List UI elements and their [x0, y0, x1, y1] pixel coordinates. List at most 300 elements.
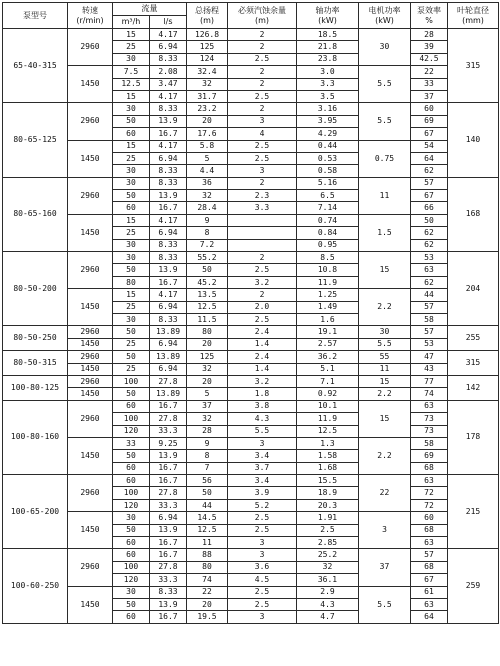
cell-head: 9 — [187, 214, 228, 226]
cell-shaft-power: 5.16 — [297, 177, 359, 189]
model-name: 80-50-250 — [3, 326, 68, 351]
cell-flow-ls: 33.3 — [150, 499, 187, 511]
cell-flow-m3h: 30 — [113, 53, 150, 65]
cell-shaft-power: 0.84 — [297, 227, 359, 239]
cell-flow-ls: 16.7 — [150, 611, 187, 623]
motor-power-value: 11 — [359, 177, 411, 214]
cell-flow-m3h: 15 — [113, 214, 150, 226]
cell-head: 5 — [187, 152, 228, 164]
cell-shaft-power: 3.16 — [297, 103, 359, 115]
cell-shaft-power: 12.5 — [297, 425, 359, 437]
cell-head: 56 — [187, 475, 228, 487]
cell-npsh: 2.5 — [228, 524, 297, 536]
model-name: 80-50-200 — [3, 252, 68, 326]
cell-shaft-power: 1.58 — [297, 450, 359, 462]
cell-npsh: 2 — [228, 78, 297, 90]
speed-value: 1450 — [68, 338, 113, 350]
cell-flow-m3h: 30 — [113, 165, 150, 177]
cell-efficiency: 63 — [411, 598, 448, 610]
cell-shaft-power: 4.3 — [297, 598, 359, 610]
impeller-diameter: 178 — [448, 400, 499, 474]
table-row — [3, 363, 499, 375]
cell-head: 20 — [187, 375, 228, 387]
cell-flow-ls: 8.33 — [150, 239, 187, 251]
cell-flow-ls: 13.9 — [150, 115, 187, 127]
cell-head: 45.2 — [187, 276, 228, 288]
cell-npsh: 2.3 — [228, 190, 297, 202]
cell-shaft-power: 3.5 — [297, 90, 359, 102]
cell-flow-m3h: 30 — [113, 177, 150, 189]
cell-npsh: 3 — [228, 549, 297, 561]
cell-shaft-power: 20.3 — [297, 499, 359, 511]
cell-shaft-power: 15.5 — [297, 475, 359, 487]
cell-efficiency: 57 — [411, 549, 448, 561]
motor-power-value: 22 — [359, 475, 411, 512]
cell-shaft-power: 36.2 — [297, 351, 359, 363]
speed-value: 2960 — [68, 351, 113, 363]
cell-head: 11.5 — [187, 313, 228, 325]
cell-head: 20 — [187, 338, 228, 350]
cell-flow-ls: 13.89 — [150, 351, 187, 363]
cell-shaft-power: 18.5 — [297, 29, 359, 41]
cell-npsh: 2 — [228, 29, 297, 41]
cell-efficiency: 50 — [411, 214, 448, 226]
table-row — [3, 475, 499, 487]
cell-efficiency: 77 — [411, 375, 448, 387]
cell-shaft-power: 11.9 — [297, 413, 359, 425]
cell-head: 17.6 — [187, 128, 228, 140]
cell-head: 4.4 — [187, 165, 228, 177]
cell-flow-ls: 8.33 — [150, 103, 187, 115]
speed-value: 2960 — [68, 326, 113, 338]
cell-npsh: 5.5 — [228, 425, 297, 437]
cell-flow-m3h: 30 — [113, 512, 150, 524]
cell-head: 32 — [187, 190, 228, 202]
cell-flow-m3h: 120 — [113, 425, 150, 437]
cell-flow-m3h: 60 — [113, 400, 150, 412]
motor-power-value: 1.5 — [359, 214, 411, 251]
motor-power-value: 5.5 — [359, 586, 411, 623]
cell-flow-m3h: 15 — [113, 29, 150, 41]
cell-flow-m3h: 25 — [113, 301, 150, 313]
cell-npsh: 3.2 — [228, 375, 297, 387]
cell-npsh: 3 — [228, 611, 297, 623]
cell-npsh: 2 — [228, 289, 297, 301]
cell-shaft-power: 3.3 — [297, 78, 359, 90]
speed-value: 2960 — [68, 475, 113, 512]
cell-shaft-power: 10.1 — [297, 400, 359, 412]
impeller-diameter: 168 — [448, 177, 499, 251]
table-row — [3, 512, 499, 524]
cell-flow-ls: 6.94 — [150, 512, 187, 524]
table-row — [3, 338, 499, 350]
cell-efficiency: 64 — [411, 152, 448, 164]
cell-flow-m3h: 60 — [113, 537, 150, 549]
cell-efficiency: 63 — [411, 264, 448, 276]
cell-npsh: 2.5 — [228, 152, 297, 164]
table-row — [3, 103, 499, 115]
header-shaft-power: 轴功率 (kW) — [297, 3, 359, 29]
cell-flow-ls: 16.7 — [150, 400, 187, 412]
cell-efficiency: 60 — [411, 512, 448, 524]
model-name: 100-65-200 — [3, 475, 68, 549]
cell-shaft-power: 1.3 — [297, 437, 359, 449]
cell-flow-m3h: 50 — [113, 524, 150, 536]
cell-head: 74 — [187, 574, 228, 586]
cell-efficiency: 53 — [411, 252, 448, 264]
motor-power-value: 11 — [359, 363, 411, 375]
cell-shaft-power: 23.8 — [297, 53, 359, 65]
header-model: 泵型号 — [3, 3, 68, 29]
cell-npsh: 4 — [228, 128, 297, 140]
cell-flow-ls: 8.33 — [150, 165, 187, 177]
cell-efficiency: 57 — [411, 301, 448, 313]
header-head: 总扬程 (m) — [187, 3, 228, 29]
cell-flow-m3h: 60 — [113, 202, 150, 214]
cell-efficiency: 74 — [411, 388, 448, 400]
cell-efficiency: 62 — [411, 239, 448, 251]
cell-efficiency: 62 — [411, 276, 448, 288]
cell-efficiency: 53 — [411, 338, 448, 350]
motor-power-value: 2.2 — [359, 437, 411, 474]
cell-shaft-power: 5.1 — [297, 363, 359, 375]
cell-flow-ls: 6.94 — [150, 227, 187, 239]
speed-value: 1450 — [68, 586, 113, 623]
cell-flow-ls: 13.9 — [150, 598, 187, 610]
cell-flow-m3h: 25 — [113, 41, 150, 53]
speed-value: 1450 — [68, 388, 113, 400]
cell-efficiency: 66 — [411, 202, 448, 214]
cell-flow-m3h: 25 — [113, 338, 150, 350]
cell-head: 23.2 — [187, 103, 228, 115]
cell-efficiency: 57 — [411, 177, 448, 189]
cell-head: 50 — [187, 487, 228, 499]
table-row — [3, 140, 499, 152]
cell-efficiency: 62 — [411, 227, 448, 239]
table-row — [3, 375, 499, 387]
cell-shaft-power: 1.91 — [297, 512, 359, 524]
cell-flow-m3h: 100 — [113, 413, 150, 425]
header-flow: 流量 — [113, 3, 187, 16]
cell-shaft-power: 0.58 — [297, 165, 359, 177]
cell-flow-m3h: 50 — [113, 115, 150, 127]
cell-flow-m3h: 33 — [113, 437, 150, 449]
cell-head: 20 — [187, 115, 228, 127]
cell-npsh: 2.5 — [228, 90, 297, 102]
cell-head: 32.4 — [187, 66, 228, 78]
cell-efficiency: 63 — [411, 537, 448, 549]
table-row — [3, 252, 499, 264]
impeller-diameter: 315 — [448, 29, 499, 103]
speed-value: 1450 — [68, 437, 113, 474]
impeller-diameter: 315 — [448, 351, 499, 376]
cell-flow-ls: 16.7 — [150, 276, 187, 288]
cell-flow-m3h: 120 — [113, 574, 150, 586]
cell-efficiency: 73 — [411, 425, 448, 437]
cell-head: 88 — [187, 549, 228, 561]
cell-npsh: 5.2 — [228, 499, 297, 511]
header-motor-power: 电机功率 (kW) — [359, 3, 411, 29]
cell-head: 50 — [187, 264, 228, 276]
impeller-diameter: 215 — [448, 475, 499, 549]
cell-flow-ls: 8.33 — [150, 586, 187, 598]
cell-npsh: 3.3 — [228, 202, 297, 214]
cell-efficiency: 67 — [411, 574, 448, 586]
cell-efficiency: 58 — [411, 313, 448, 325]
cell-efficiency: 68 — [411, 561, 448, 573]
cell-npsh: 2.5 — [228, 598, 297, 610]
cell-flow-ls: 2.08 — [150, 66, 187, 78]
cell-npsh: 2.4 — [228, 326, 297, 338]
cell-flow-m3h: 30 — [113, 586, 150, 598]
cell-shaft-power: 36.1 — [297, 574, 359, 586]
cell-flow-ls: 8.33 — [150, 53, 187, 65]
pump-spec-table-container — [2, 2, 498, 624]
cell-npsh: 2 — [228, 41, 297, 53]
cell-shaft-power: 1.6 — [297, 313, 359, 325]
speed-value: 2960 — [68, 103, 113, 140]
cell-head: 37 — [187, 400, 228, 412]
cell-flow-m3h: 50 — [113, 351, 150, 363]
cell-head: 124 — [187, 53, 228, 65]
cell-flow-m3h: 15 — [113, 140, 150, 152]
table-row — [3, 586, 499, 598]
cell-flow-m3h: 60 — [113, 549, 150, 561]
cell-npsh: 1.4 — [228, 338, 297, 350]
cell-flow-ls: 8.33 — [150, 177, 187, 189]
pump-spec-table — [2, 2, 499, 624]
cell-head: 55.2 — [187, 252, 228, 264]
cell-head: 126.8 — [187, 29, 228, 41]
cell-shaft-power: 2.57 — [297, 338, 359, 350]
cell-flow-ls: 4.17 — [150, 140, 187, 152]
cell-head: 32 — [187, 363, 228, 375]
motor-power-value: 15 — [359, 252, 411, 289]
cell-npsh: 3.2 — [228, 276, 297, 288]
cell-shaft-power: 1.68 — [297, 462, 359, 474]
cell-flow-m3h: 50 — [113, 598, 150, 610]
cell-shaft-power: 2.5 — [297, 524, 359, 536]
cell-npsh: 2 — [228, 66, 297, 78]
cell-shaft-power: 1.25 — [297, 289, 359, 301]
cell-flow-ls: 4.17 — [150, 29, 187, 41]
speed-value: 1450 — [68, 289, 113, 326]
cell-efficiency: 63 — [411, 475, 448, 487]
cell-flow-ls: 13.9 — [150, 450, 187, 462]
cell-npsh: 4.5 — [228, 574, 297, 586]
impeller-diameter: 259 — [448, 549, 499, 623]
cell-flow-ls: 27.8 — [150, 413, 187, 425]
cell-flow-m3h: 60 — [113, 128, 150, 140]
header-npsh: 必须汽蚀余量 (m) — [228, 3, 297, 29]
cell-flow-m3h: 100 — [113, 487, 150, 499]
motor-power-value: 0.75 — [359, 140, 411, 177]
header-speed: 转速 (r/min) — [68, 3, 113, 29]
model-name: 100-80-125 — [3, 375, 68, 400]
cell-npsh: 2.5 — [228, 53, 297, 65]
cell-head: 12.5 — [187, 301, 228, 313]
header-flow-ls: l/s — [150, 16, 187, 29]
cell-flow-ls: 33.3 — [150, 425, 187, 437]
cell-efficiency: 60 — [411, 103, 448, 115]
cell-npsh: 3 — [228, 537, 297, 549]
cell-head: 80 — [187, 561, 228, 573]
motor-power-value: 5.5 — [359, 103, 411, 140]
cell-efficiency: 69 — [411, 450, 448, 462]
cell-flow-m3h: 100 — [113, 375, 150, 387]
cell-head: 36 — [187, 177, 228, 189]
motor-power-value: 55 — [359, 351, 411, 363]
cell-shaft-power: 11.9 — [297, 276, 359, 288]
motor-power-value: 37 — [359, 549, 411, 586]
cell-efficiency: 63 — [411, 400, 448, 412]
cell-npsh: 3.9 — [228, 487, 297, 499]
header-impeller: 叶轮直径 (mm) — [448, 3, 499, 29]
cell-npsh: 3.8 — [228, 400, 297, 412]
cell-flow-m3h: 30 — [113, 239, 150, 251]
cell-flow-ls: 4.17 — [150, 90, 187, 102]
table-row — [3, 214, 499, 226]
cell-flow-m3h: 15 — [113, 90, 150, 102]
speed-value: 1450 — [68, 214, 113, 251]
cell-head: 7.2 — [187, 239, 228, 251]
cell-npsh: 1.8 — [228, 388, 297, 400]
cell-efficiency: 42.5 — [411, 53, 448, 65]
cell-efficiency: 28 — [411, 29, 448, 41]
cell-head: 5 — [187, 388, 228, 400]
motor-power-value: 3 — [359, 512, 411, 549]
cell-flow-ls: 16.7 — [150, 462, 187, 474]
cell-flow-ls: 27.8 — [150, 561, 187, 573]
speed-value: 2960 — [68, 29, 113, 66]
cell-efficiency: 22 — [411, 66, 448, 78]
cell-head: 28.4 — [187, 202, 228, 214]
cell-efficiency: 58 — [411, 437, 448, 449]
cell-head: 32 — [187, 413, 228, 425]
cell-npsh: 3 — [228, 437, 297, 449]
cell-npsh — [228, 239, 297, 251]
cell-shaft-power: 4.7 — [297, 611, 359, 623]
cell-npsh — [228, 227, 297, 239]
cell-flow-ls: 13.9 — [150, 524, 187, 536]
cell-flow-m3h: 80 — [113, 276, 150, 288]
cell-flow-m3h: 12.5 — [113, 78, 150, 90]
cell-shaft-power: 8.5 — [297, 252, 359, 264]
motor-power-value: 2.2 — [359, 388, 411, 400]
cell-shaft-power: 19.1 — [297, 326, 359, 338]
cell-head: 11 — [187, 537, 228, 549]
cell-efficiency: 44 — [411, 289, 448, 301]
cell-flow-ls: 6.94 — [150, 338, 187, 350]
cell-efficiency: 73 — [411, 413, 448, 425]
cell-flow-m3h: 25 — [113, 152, 150, 164]
cell-flow-ls: 13.89 — [150, 388, 187, 400]
cell-flow-ls: 6.94 — [150, 152, 187, 164]
cell-flow-ls: 6.94 — [150, 301, 187, 313]
cell-flow-ls: 16.7 — [150, 202, 187, 214]
cell-head: 14.5 — [187, 512, 228, 524]
impeller-diameter: 142 — [448, 375, 499, 400]
cell-flow-ls: 16.7 — [150, 549, 187, 561]
cell-flow-ls: 27.8 — [150, 487, 187, 499]
impeller-diameter: 140 — [448, 103, 499, 177]
cell-shaft-power: 0.92 — [297, 388, 359, 400]
cell-npsh: 3.6 — [228, 561, 297, 573]
cell-shaft-power: 7.14 — [297, 202, 359, 214]
cell-flow-m3h: 50 — [113, 450, 150, 462]
table-row — [3, 66, 499, 78]
cell-shaft-power: 0.44 — [297, 140, 359, 152]
cell-head: 20 — [187, 598, 228, 610]
cell-shaft-power: 21.8 — [297, 41, 359, 53]
cell-flow-m3h: 7.5 — [113, 66, 150, 78]
table-row — [3, 326, 499, 338]
cell-shaft-power: 4.29 — [297, 128, 359, 140]
cell-npsh: 3.4 — [228, 450, 297, 462]
impeller-diameter: 255 — [448, 326, 499, 351]
model-name: 100-80-160 — [3, 400, 68, 474]
cell-shaft-power: 18.9 — [297, 487, 359, 499]
cell-npsh: 2.5 — [228, 264, 297, 276]
table-row — [3, 437, 499, 449]
cell-head: 9 — [187, 437, 228, 449]
cell-flow-ls: 8.33 — [150, 252, 187, 264]
cell-efficiency: 54 — [411, 140, 448, 152]
cell-shaft-power: 2.9 — [297, 586, 359, 598]
cell-npsh: 3 — [228, 165, 297, 177]
cell-npsh — [228, 214, 297, 226]
table-body — [3, 29, 499, 624]
cell-shaft-power: 0.74 — [297, 214, 359, 226]
table-row — [3, 400, 499, 412]
speed-value: 1450 — [68, 140, 113, 177]
header-flow-m3h: m³/h — [113, 16, 150, 29]
cell-head: 125 — [187, 41, 228, 53]
motor-power-value: 15 — [359, 400, 411, 437]
cell-efficiency: 69 — [411, 115, 448, 127]
cell-flow-m3h: 100 — [113, 561, 150, 573]
speed-value: 2960 — [68, 400, 113, 437]
motor-power-value: 5.5 — [359, 338, 411, 350]
cell-head: 5.8 — [187, 140, 228, 152]
cell-efficiency: 64 — [411, 611, 448, 623]
table-row — [3, 289, 499, 301]
speed-value: 2960 — [68, 549, 113, 586]
cell-npsh: 4.3 — [228, 413, 297, 425]
speed-value: 1450 — [68, 66, 113, 103]
cell-efficiency: 47 — [411, 351, 448, 363]
cell-flow-m3h: 15 — [113, 289, 150, 301]
speed-value: 2960 — [68, 252, 113, 289]
cell-npsh: 2.5 — [228, 586, 297, 598]
cell-efficiency: 72 — [411, 487, 448, 499]
cell-flow-ls: 4.17 — [150, 289, 187, 301]
model-name: 65-40-315 — [3, 29, 68, 103]
cell-efficiency: 68 — [411, 524, 448, 536]
cell-head: 125 — [187, 351, 228, 363]
cell-shaft-power: 25.2 — [297, 549, 359, 561]
cell-flow-ls: 13.9 — [150, 264, 187, 276]
table-row — [3, 29, 499, 41]
cell-head: 12.5 — [187, 524, 228, 536]
cell-npsh: 1.4 — [228, 363, 297, 375]
cell-flow-m3h: 25 — [113, 227, 150, 239]
cell-head: 7 — [187, 462, 228, 474]
cell-flow-ls: 4.17 — [150, 214, 187, 226]
cell-efficiency: 67 — [411, 128, 448, 140]
cell-shaft-power: 7.1 — [297, 375, 359, 387]
cell-head: 32 — [187, 78, 228, 90]
